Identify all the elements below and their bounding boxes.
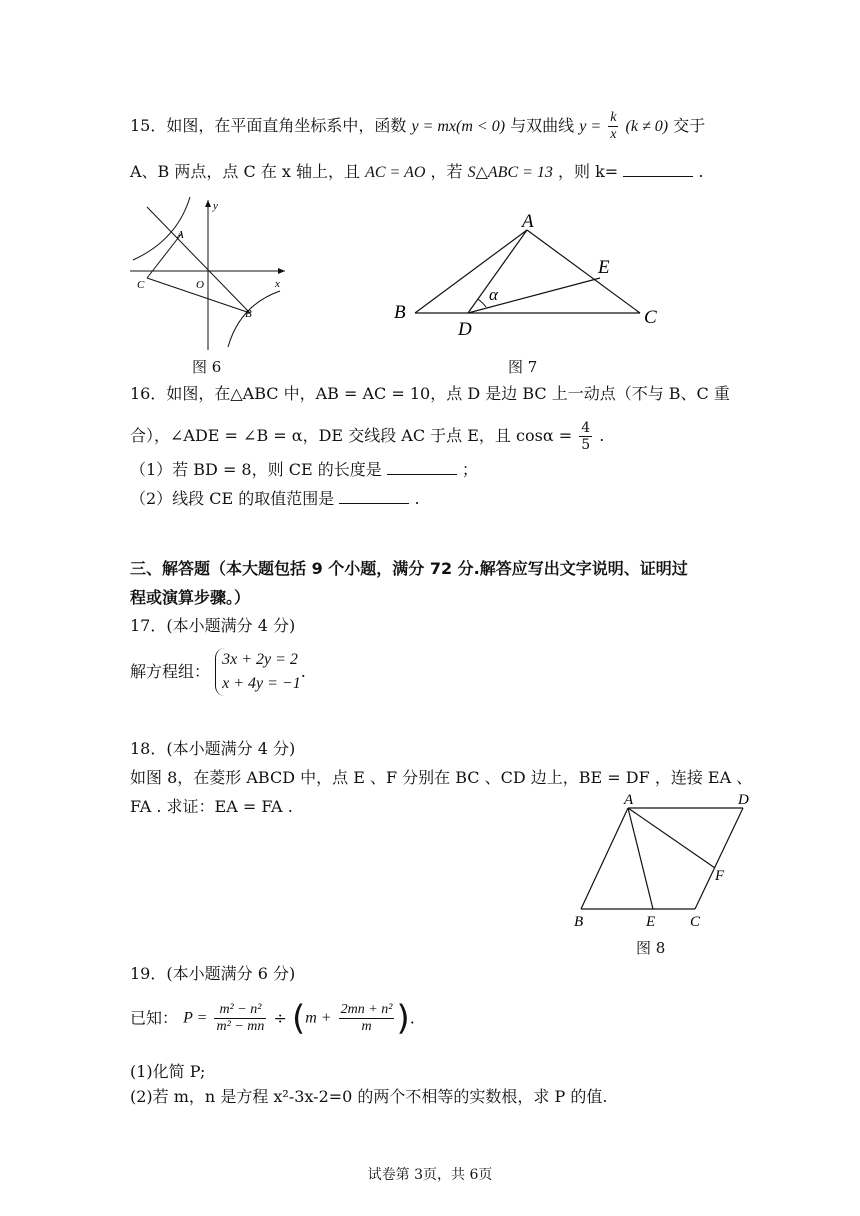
q17-end: . — [300, 662, 306, 681]
q16-part1 — [130, 458, 478, 481]
q16-line2-text: 合），∠ADE = ∠B = α，DE 交线段 AC 于点 E，且 cosα = — [130, 426, 573, 445]
q18-header: 18．(本小题满分 4 分) — [130, 739, 296, 758]
q15-fraction — [608, 110, 618, 143]
q15-line2-a: A、B 两点，点 C 在 x 轴上，且 — [130, 162, 361, 181]
q19-frac2-den: m — [361, 1019, 372, 1034]
q19-given — [130, 998, 415, 1039]
figure-7 — [390, 205, 680, 340]
fig8-label-b: B — [574, 914, 584, 930]
q19-part1: (1)化简 P; — [130, 1062, 206, 1081]
fig6-label-x: x — [275, 278, 280, 290]
q15-end: . — [698, 162, 704, 181]
q19-right-paren: ) — [396, 998, 410, 1039]
q19-frac2-num: 2mn + n² — [340, 1002, 393, 1017]
q15-line1 — [130, 110, 705, 143]
q15-y: y = — [579, 118, 602, 135]
fig8-label-f: F — [715, 868, 725, 884]
fig6-label-o: O — [196, 279, 204, 291]
fig7-label-alpha: α — [489, 285, 498, 304]
q19-divide: ÷ — [273, 1008, 287, 1028]
section3-heading-line1: 三、解答题（本大题包括 9 个小题，满分 72 分.解答应写出文字说明、证明过 — [130, 559, 688, 578]
page-footer: 试卷第 3页，共 6页 — [367, 1167, 493, 1183]
q19-frac1-den: m² − mn — [216, 1019, 265, 1034]
q19-fraction-1 — [214, 1002, 266, 1035]
q15-line2-eq: AC = AO — [365, 164, 426, 181]
answer-blank — [339, 487, 409, 504]
q15-line2 — [130, 160, 704, 184]
q16-part2-end: . — [414, 489, 420, 508]
figure-6 — [125, 195, 290, 355]
q15-text-b: 与双曲线 — [510, 116, 575, 135]
q19-end: . — [409, 1008, 415, 1028]
q16-line2-end: . — [599, 426, 605, 445]
q19-header: 19．(本小题满分 6 分) — [130, 964, 296, 983]
fig8-label-e: E — [646, 914, 656, 930]
q17-eq2: x + 4y = −1 — [222, 675, 301, 692]
answer-blank — [387, 458, 457, 475]
q19-fraction-2 — [339, 1002, 395, 1035]
q16-part1-end: ； — [461, 460, 478, 479]
fig8-label-a: A — [624, 792, 634, 808]
q15-frac-den: x — [610, 127, 617, 142]
q17-body — [130, 648, 306, 696]
q15-text-c: 交于 — [673, 116, 706, 135]
fig6-label-y: y — [213, 200, 218, 212]
fig7-caption: 图 7 — [508, 358, 538, 376]
section3-heading-line2: 程或演算步骤。） — [130, 588, 251, 607]
answer-blank — [623, 160, 693, 177]
fig7-label-b: B — [394, 302, 406, 323]
q19-p: P = — [183, 1009, 208, 1027]
q16-line1: 16．如图，在△ABC 中，AB = AC = 10，点 D 是边 BC 上一动点（不与 B、C 重 — [130, 384, 730, 403]
figure-8 — [568, 788, 768, 933]
q18-line2: FA . 求证：EA = FA . — [130, 797, 293, 816]
fig7-label-d: D — [458, 319, 472, 340]
fig8-label-c: C — [690, 914, 701, 930]
fig8-label-d: D — [738, 792, 749, 808]
q15-area: S△ABC = 13 — [467, 164, 553, 181]
q19-left-paren: ( — [291, 998, 306, 1039]
q15-cond: (k ≠ 0) — [625, 118, 669, 135]
q18-line1: 如图 8，在菱形 ABCD 中，点 E 、F 分别在 BC 、CD 边上，BE = DF ，连接 EA 、 — [130, 768, 753, 787]
q16-part2-text: （2）线段 CE 的取值范围是 — [130, 489, 335, 508]
q19-given-label: 已知： — [130, 1008, 179, 1028]
q15-line2-c: ，则 k= — [558, 162, 619, 181]
q15-frac-num: k — [610, 110, 617, 125]
fig8-caption: 图 8 — [636, 939, 666, 957]
q16-frac-den: 5 — [581, 437, 591, 453]
q16-part1-text: （1）若 BD = 8，则 CE 的长度是 — [130, 460, 382, 479]
q16-part2 — [130, 487, 420, 510]
q19-frac1-num: m² − n² — [214, 1002, 266, 1019]
q15-func: y = mx(m < 0) — [411, 118, 506, 135]
fig6-label-a: A — [177, 229, 184, 241]
q17-prompt: 解方程组： — [130, 662, 211, 681]
q17-system — [215, 648, 301, 696]
fig6-label-b: B — [245, 308, 252, 320]
q17-header: 17．(本小题满分 4 分) — [130, 616, 296, 635]
fig7-label-e: E — [598, 257, 610, 278]
q16-fraction — [579, 420, 592, 453]
q15-line2-b: ，若 — [430, 162, 463, 181]
q19-m-plus: m + — [305, 1009, 332, 1027]
q19-part2: (2)若 m，n 是方程 x²-3x-2=0 的两个不相等的实数根，求 P 的值. — [130, 1087, 608, 1106]
fig6-caption: 图 6 — [192, 358, 222, 376]
q16-frac-num: 4 — [581, 420, 591, 436]
q16-line2 — [130, 420, 604, 453]
q15-text-a: 15．如图，在平面直角坐标系中，函数 — [130, 116, 407, 135]
fig6-label-c: C — [137, 279, 145, 291]
fig7-label-c: C — [644, 307, 657, 328]
fig7-label-a: A — [522, 211, 534, 232]
q17-eq1: 3x + 2y = 2 — [222, 651, 298, 668]
